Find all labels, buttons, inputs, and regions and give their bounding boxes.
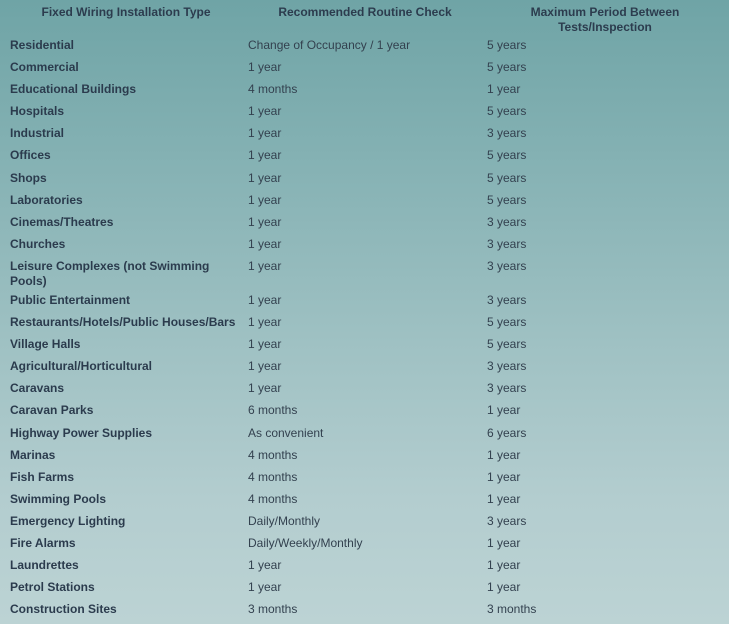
table-row <box>0 100 729 122</box>
cell-maximum-period: 6 years <box>487 425 527 440</box>
cell-routine-check: 1 year <box>248 292 282 307</box>
cell-maximum-period: 3 years <box>487 126 527 141</box>
cell-maximum-period: 1 year <box>487 535 521 550</box>
table-row <box>0 333 729 355</box>
cell-routine-check: 1 year <box>248 148 282 163</box>
table-row <box>0 233 729 255</box>
table-row <box>0 34 729 56</box>
cell-installation-type: Commercial <box>10 60 79 75</box>
cell-routine-check: 1 year <box>248 337 282 352</box>
table-row <box>0 488 729 510</box>
cell-maximum-period: 5 years <box>487 170 527 185</box>
table-row <box>0 399 729 421</box>
table-row <box>0 167 729 189</box>
cell-routine-check: 1 year <box>248 315 282 330</box>
inspection-table-body <box>0 34 729 620</box>
cell-installation-type: Educational Buildings <box>10 82 137 97</box>
cell-routine-check: 1 year <box>248 258 282 273</box>
header-installation-type: Fixed Wiring Installation Type <box>41 5 211 19</box>
header-maximum-period-line2: Tests/Inspection <box>558 20 652 34</box>
table-row <box>0 576 729 598</box>
cell-maximum-period: 3 years <box>487 236 527 251</box>
table-row <box>0 144 729 166</box>
cell-maximum-period: 1 year <box>487 403 521 418</box>
cell-maximum-period: 5 years <box>487 38 527 52</box>
cell-routine-check: 1 year <box>248 60 282 75</box>
cell-routine-check: 1 year <box>248 214 282 229</box>
cell-installation-type: Construction Sites <box>10 602 117 617</box>
cell-maximum-period: 3 months <box>487 602 537 617</box>
table-row <box>0 78 729 100</box>
cell-installation-type: Swimming Pools <box>10 491 107 506</box>
cell-installation-type: Hospitals <box>10 104 65 119</box>
cell-installation-type: Fish Farms <box>10 469 75 484</box>
cell-routine-check: 4 months <box>248 491 298 506</box>
table-row <box>0 554 729 576</box>
header-routine-check: Recommended Routine Check <box>278 5 452 19</box>
cell-routine-check: Change of Occupancy / 1 year <box>248 38 411 52</box>
table-row <box>0 466 729 488</box>
cell-installation-type: Laundrettes <box>10 558 79 573</box>
cell-maximum-period: 5 years <box>487 315 527 330</box>
cell-routine-check: 3 months <box>248 602 298 617</box>
table-row <box>0 189 729 211</box>
table-row <box>0 422 729 444</box>
cell-maximum-period: 3 years <box>487 359 527 374</box>
table-row <box>0 510 729 532</box>
cell-maximum-period: 1 year <box>487 469 521 484</box>
cell-routine-check: 1 year <box>248 580 282 595</box>
cell-installation-type: Caravans <box>10 381 65 396</box>
cell-installation-type: Emergency Lighting <box>10 513 126 528</box>
cell-maximum-period: 3 years <box>487 258 527 273</box>
cell-routine-check: Daily/Monthly <box>248 513 321 528</box>
cell-maximum-period: 1 year <box>487 491 521 506</box>
cell-installation-type: Public Entertainment <box>10 292 131 307</box>
cell-routine-check: As convenient <box>248 425 324 440</box>
cell-maximum-period: 1 year <box>487 447 521 462</box>
table-row <box>0 255 729 289</box>
cell-maximum-period: 1 year <box>487 82 521 97</box>
header-maximum-period <box>490 5 720 35</box>
cell-routine-check: 4 months <box>248 82 298 97</box>
cell-routine-check: 4 months <box>248 469 298 484</box>
cell-maximum-period: 3 years <box>487 214 527 229</box>
inspection-table <box>0 34 729 620</box>
cell-installation-type: Marinas <box>10 447 56 462</box>
cell-maximum-period: 5 years <box>487 104 527 119</box>
cell-routine-check: 1 year <box>248 236 282 251</box>
table-row <box>0 211 729 233</box>
cell-routine-check: 1 year <box>248 170 282 185</box>
cell-routine-check: 1 year <box>248 192 282 207</box>
cell-routine-check: 6 months <box>248 403 298 418</box>
table-row <box>0 122 729 144</box>
cell-installation-type: Petrol Stations <box>10 580 95 595</box>
cell-maximum-period: 1 year <box>487 580 521 595</box>
header-maximum-period-line1: Maximum Period Between <box>530 5 680 19</box>
cell-maximum-period: 3 years <box>487 513 527 528</box>
cell-routine-check: 1 year <box>248 126 282 141</box>
cell-installation-type: Highway Power Supplies <box>10 425 153 440</box>
cell-installation-type: Industrial <box>10 126 65 141</box>
cell-installation-type: Shops <box>10 170 47 185</box>
cell-installation-type: Restaurants/Hotels/Public Houses/Bars <box>10 315 236 330</box>
cell-routine-check: 1 year <box>248 359 282 374</box>
cell-installation-type: Agricultural/Horticultural <box>10 359 153 374</box>
cell-maximum-period: 1 year <box>487 558 521 573</box>
cell-maximum-period: 5 years <box>487 148 527 163</box>
cell-maximum-period: 3 years <box>487 381 527 396</box>
table-row <box>0 598 729 620</box>
table-row <box>0 56 729 78</box>
cell-installation-type: Offices <box>10 148 51 163</box>
cell-routine-check: 4 months <box>248 447 298 462</box>
table-row <box>0 355 729 377</box>
cell-installation-type: Fire Alarms <box>10 535 76 550</box>
cell-installation-type: Leisure Complexes (not Swimming Pools) <box>10 258 210 288</box>
cell-routine-check: 1 year <box>248 558 282 573</box>
table-row <box>0 289 729 311</box>
cell-maximum-period: 5 years <box>487 60 527 75</box>
table-header <box>0 5 729 37</box>
table-row <box>0 444 729 466</box>
cell-installation-type: Laboratories <box>10 192 83 207</box>
cell-routine-check: Daily/Weekly/Monthly <box>248 535 363 550</box>
cell-installation-type: Cinemas/Theatres <box>10 214 114 229</box>
table-row <box>0 532 729 554</box>
cell-maximum-period: 5 years <box>487 192 527 207</box>
table-row <box>0 377 729 399</box>
cell-installation-type: Churches <box>10 236 66 251</box>
cell-routine-check: 1 year <box>248 381 282 396</box>
cell-maximum-period: 5 years <box>487 337 527 352</box>
cell-installation-type: Village Halls <box>10 337 81 352</box>
cell-installation-type: Caravan Parks <box>10 403 94 418</box>
cell-maximum-period: 3 years <box>487 292 527 307</box>
cell-routine-check: 1 year <box>248 104 282 119</box>
table-row <box>0 311 729 333</box>
cell-installation-type: Residential <box>10 38 75 52</box>
